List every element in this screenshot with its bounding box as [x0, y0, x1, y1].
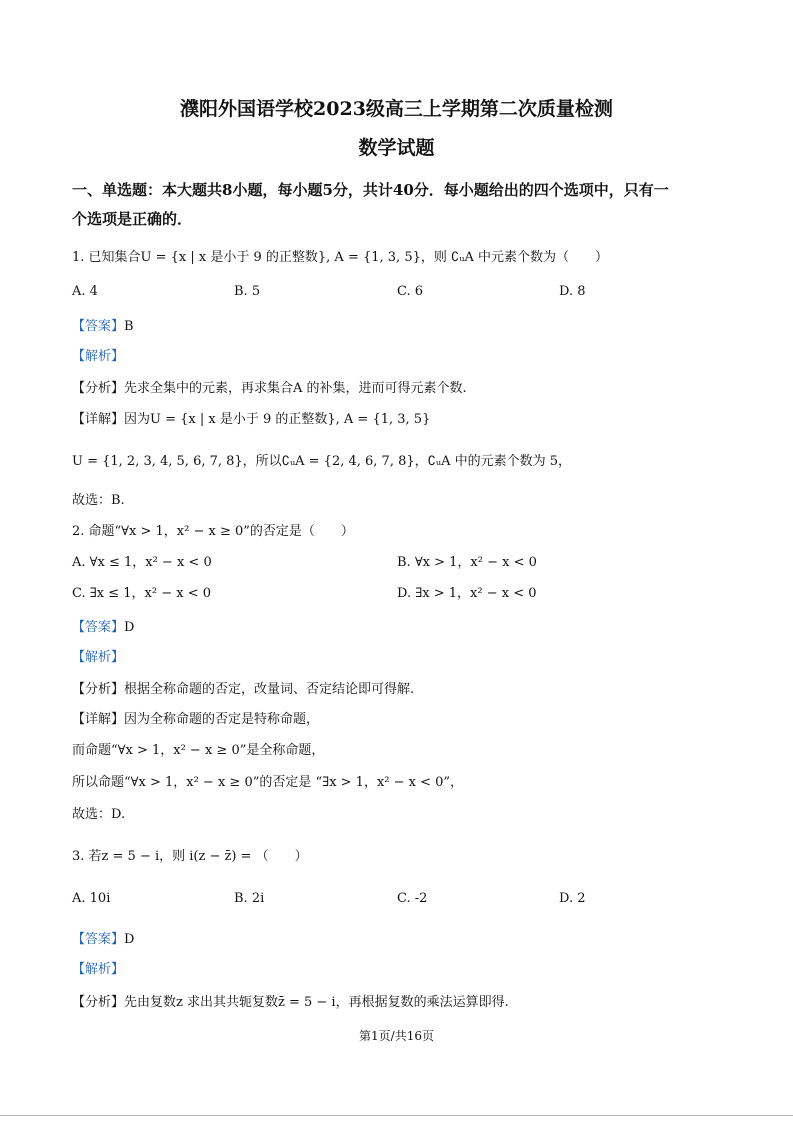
q1-option-c: C. 6	[397, 284, 424, 299]
page-title: 濮阳外国语学校2023级高三上学期第二次质量检测	[180, 98, 613, 120]
q2-line3: 所以命题“∀x > 1，x² − x ≥ 0”的否定是 “∃x > 1，x² − x < 0”，	[72, 775, 464, 790]
q2-option-d: D. ∃x > 1，x² − x < 0	[397, 586, 537, 601]
q3-option-a: A. 10i	[72, 891, 111, 906]
q2-xiangjie: 因为全称命题的否定是特称命题，	[124, 712, 320, 727]
q1-answer: B	[124, 319, 134, 334]
fenxi-label: 【分析】	[72, 381, 125, 396]
q1-answer-row	[72, 315, 134, 334]
q2-fenxi-row	[72, 678, 414, 697]
answer-label: 【答案】	[72, 932, 125, 947]
q2-line2: 而命题“∀x > 1，x² − x ≥ 0”是全称命题，	[72, 743, 325, 758]
q1-stem: 1. 已知集合U = {x | x 是小于 9 的正整数}, A = {1, 3, 5}，则 ∁ᵤA 中元素个数为（ ）	[72, 250, 608, 265]
q3-answer-row	[72, 928, 134, 947]
bottom-divider	[0, 1115, 793, 1116]
q1-conclusion: 故选：B.	[72, 493, 125, 508]
q3-analysis-label: 【解析】	[72, 962, 125, 977]
q2-xiangjie-row	[72, 708, 319, 727]
q2-answer-row	[72, 616, 134, 635]
q1-analysis-label: 【解析】	[72, 349, 125, 364]
q3-option-c: C. -2	[397, 891, 428, 906]
fenxi-label: 【分析】	[72, 995, 125, 1010]
q3-fenxi: 先由复数z 求出其共轭复数z̄ = 5 − i，再根据复数的乘法运算即得.	[124, 995, 509, 1010]
q1-xiangjie-2: U = {1, 2, 3, 4, 5, 6, 7, 8}，所以∁ᵤA = {2, 4, 6, 7, 8}，∁ᵤA 中的元素个数为 5，	[72, 454, 572, 469]
q3-option-b: B. 2i	[234, 891, 265, 906]
answer-label: 【答案】	[72, 620, 125, 635]
fenxi-label: 【分析】	[72, 682, 125, 697]
q2-option-b: B. ∀x > 1，x² − x < 0	[397, 555, 537, 570]
q2-conclusion: 故选：D.	[72, 807, 126, 822]
q3-answer: D	[124, 932, 135, 947]
q1-xiangjie-1: 因为U = {x | x 是小于 9 的正整数}, A = {1, 3, 5}	[124, 412, 431, 427]
xiangjie-label: 【详解】	[72, 412, 125, 427]
q1-option-a: A. 4	[72, 284, 98, 299]
page-footer: 第1页/共16页	[359, 1029, 434, 1043]
q3-stem: 3. 若z = 5 − i，则 i(z − z̄) = （ ）	[72, 849, 308, 864]
q3-option-d: D. 2	[559, 891, 586, 906]
q1-option-d: D. 8	[559, 284, 586, 299]
section-heading-line1: 一、单选题：本大题共8小题，每小题5分，共计40分．每小题给出的四个选项中，只有一	[72, 181, 669, 199]
q2-answer: D	[124, 620, 135, 635]
q2-stem: 2. 命题“∀x > 1，x² − x ≥ 0”的否定是（ ）	[72, 524, 354, 539]
q1-fenxi: 先求全集中的元素，再求集合A 的补集，进而可得元素个数.	[124, 381, 467, 396]
q2-option-a: A. ∀x ≤ 1，x² − x < 0	[72, 555, 212, 570]
xiangjie-label: 【详解】	[72, 712, 125, 727]
q2-fenxi: 根据全称命题的否定，改量词、否定结论即可得解.	[124, 682, 415, 697]
q1-fenxi-row	[72, 377, 467, 396]
section-heading-line2: 个选项是正确的．	[72, 210, 193, 228]
q1-option-b: B. 5	[234, 284, 261, 299]
page-subtitle: 数学试题	[358, 137, 435, 159]
q1-xiangjie-row	[72, 408, 430, 427]
q2-option-c: C. ∃x ≤ 1，x² − x < 0	[72, 586, 212, 601]
q3-fenxi-row	[72, 991, 509, 1010]
answer-label: 【答案】	[72, 319, 125, 334]
q2-analysis-label: 【解析】	[72, 650, 125, 665]
